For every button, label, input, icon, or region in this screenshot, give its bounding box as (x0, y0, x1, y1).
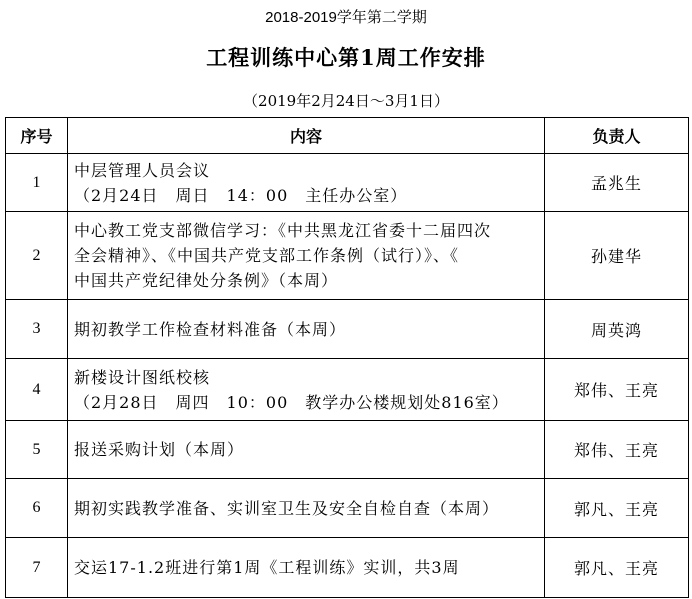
content-line: 中层管理人员会议 (74, 160, 211, 180)
row-owner: 郑伟、王亮 (545, 359, 689, 421)
row-owner: 郭凡、王亮 (545, 538, 689, 598)
schedule-table (5, 117, 689, 598)
content-line: 报送采购计划（本周） (74, 440, 245, 459)
row-content (68, 538, 545, 598)
content-line: 新楼设计图纸校核 (74, 367, 211, 387)
row-content (68, 212, 545, 300)
row-seq: 6 (6, 479, 68, 538)
table-row (6, 359, 689, 421)
content-line: 中国共产党纪律处分条例》（本周） (74, 271, 339, 290)
table-row (6, 300, 689, 359)
page-title: 工程训练中心第1周工作安排 (206, 45, 486, 70)
table-row (6, 479, 689, 538)
row-owner: 孙建华 (545, 212, 689, 300)
header-owner: 负责人 (545, 118, 689, 154)
row-owner: 郭凡、王亮 (545, 479, 689, 538)
row-seq: 7 (6, 538, 68, 598)
row-seq: 2 (6, 212, 68, 300)
row-seq: 1 (6, 154, 68, 212)
table-row (6, 538, 689, 598)
table-row (6, 421, 689, 479)
content-line: （2月28日 周四 10：00 教学办公楼规划处816室） (74, 392, 509, 412)
row-content (68, 359, 545, 421)
semester-label: 2018-2019学年第二学期 (265, 9, 427, 26)
row-owner: 周英鸿 (545, 300, 689, 359)
content-line: 期初实践教学准备、实训室卫生及安全自检自查（本周） (74, 498, 500, 518)
row-content (68, 300, 545, 359)
content-line: 交运17-1.2班进行第1周《工程训练》实训，共3周 (74, 558, 460, 577)
row-seq: 3 (6, 300, 68, 359)
row-content (68, 421, 545, 479)
row-owner: 孟兆生 (545, 154, 689, 212)
header-seq: 序号 (6, 118, 68, 154)
row-seq: 5 (6, 421, 68, 479)
row-owner: 郑伟、王亮 (545, 421, 689, 479)
row-seq: 4 (6, 359, 68, 421)
row-content (68, 479, 545, 538)
header-content: 内容 (68, 118, 545, 154)
content-line: 全会精神》、《中国共产党支部工作条例（试行）》、《 (74, 246, 460, 265)
row-content (68, 154, 545, 212)
date-range: （2019年2月24日～3月1日） (243, 92, 449, 110)
content-line: 期初教学工作检查材料准备（本周） (74, 319, 347, 339)
table-header-row (6, 118, 689, 154)
table-row (6, 154, 689, 212)
table-row (6, 212, 689, 300)
content-line: 中心教工党支部微信学习：《中共黑龙江省委十二届四次 (74, 221, 492, 240)
content-line: （2月24日 周日 14：00 主任办公室） (74, 185, 408, 205)
